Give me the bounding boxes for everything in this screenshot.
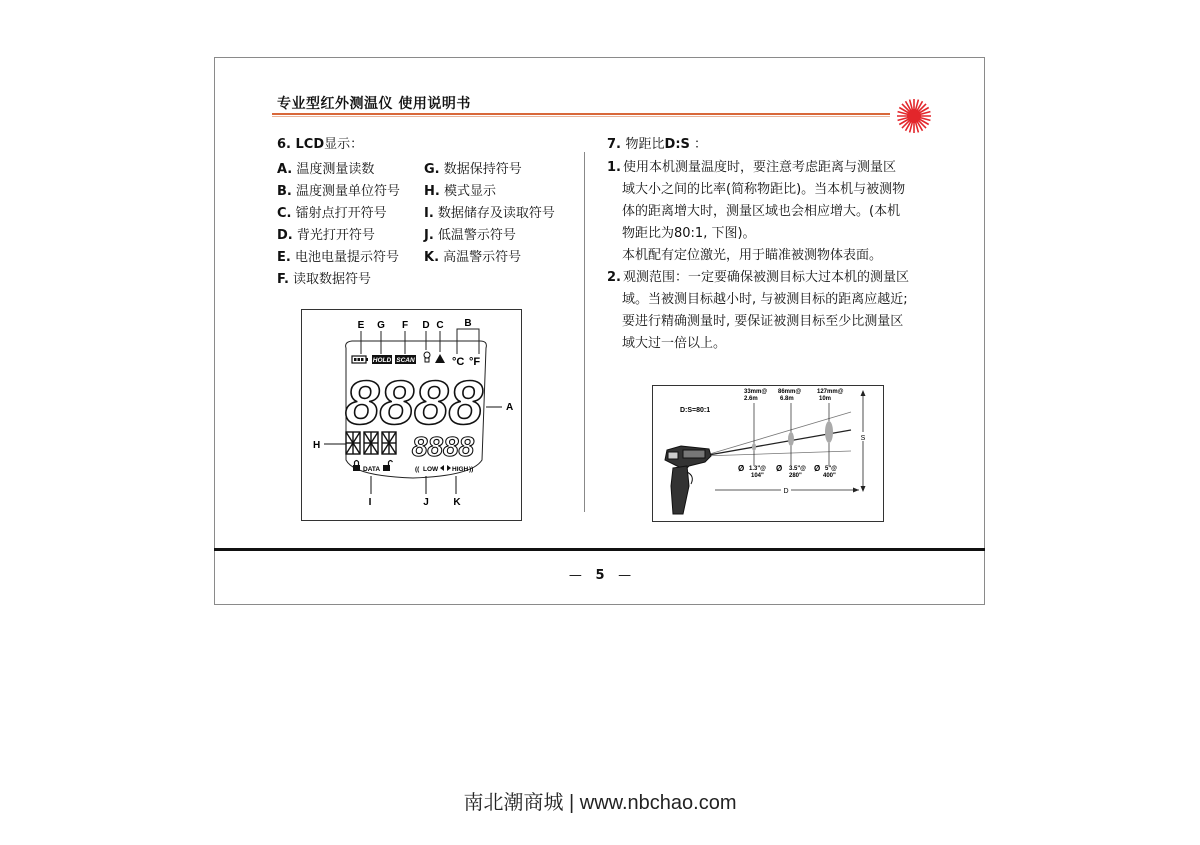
label-d: D	[422, 320, 430, 331]
svg-text:HOLD: HOLD	[372, 357, 392, 364]
unlock-icon	[383, 461, 393, 472]
unit-fahrenheit-icon: °F	[469, 356, 481, 368]
svg-text:33mm@: 33mm@	[744, 389, 768, 395]
legend-item-e: E. 电池电量提示符号	[277, 250, 399, 265]
spot-1	[752, 443, 756, 451]
label-j: J	[423, 497, 429, 508]
data-label: DATA	[363, 466, 381, 473]
dia-icon-2: Ø	[776, 464, 783, 473]
left-arrow-icon	[440, 465, 444, 471]
mode-display-segments	[346, 432, 396, 454]
backlight-icon	[424, 352, 430, 362]
svg-text:SCAN: SCAN	[396, 357, 415, 364]
svg-text:3.5"@: 3.5"@	[789, 466, 807, 472]
legend-item-g: G. 数据保持符号	[424, 162, 522, 177]
axis-s-label: S	[860, 435, 866, 442]
legend-item-c: C. 镭射点打开符号	[277, 206, 387, 221]
right-arrow-icon	[447, 465, 451, 471]
legend-item-j: J. 低温警示符号	[424, 228, 516, 243]
lock-icon	[353, 461, 360, 472]
para1-line-4: 物距比为80:1, 下图)。	[622, 226, 756, 241]
label-e: E	[357, 320, 365, 331]
legend-item-f: F. 读取数据符号	[277, 272, 372, 287]
axis-d-label: D	[783, 488, 789, 495]
para2-line-2: 域。当被测目标越小时, 与被测目标的距离应越近;	[622, 292, 908, 307]
label-h: H	[313, 440, 321, 451]
page-number: — 5 —	[568, 568, 632, 583]
secondary-reading-digits: 8888	[411, 431, 475, 462]
lcd-section-heading	[277, 133, 363, 152]
svg-text:10m: 10m	[819, 396, 832, 402]
legend-item-b: B. 温度测量单位符号	[277, 184, 401, 199]
laser-warning-icon	[435, 354, 445, 363]
svg-text:5"@: 5"@	[825, 466, 838, 472]
main-reading-digits: 8888	[345, 369, 483, 438]
svg-text:280": 280"	[789, 473, 802, 479]
spot-2	[788, 432, 794, 446]
document-title: 专业型红外测温仪 使用说明书	[277, 96, 471, 112]
para1-extra-line: 本机配有定位激光，用于瞄准被测物体表面。	[622, 248, 883, 263]
label-g: G	[377, 320, 385, 331]
low-label: LOW	[423, 466, 439, 473]
label-f: F	[401, 320, 409, 331]
svg-text:2.6m: 2.6m	[744, 396, 758, 402]
unit-celsius-icon: °C	[452, 356, 465, 368]
label-a: A	[506, 402, 514, 413]
distance-spot-diagram	[652, 385, 884, 522]
label-k: K	[453, 497, 461, 508]
laser-burst-icon	[896, 98, 932, 134]
high-alarm-icon: ))	[469, 466, 474, 473]
ds-section-heading: 7. 物距比D:S ：	[607, 137, 708, 152]
footer-rule	[214, 548, 985, 551]
bottom-leader-lines	[371, 476, 456, 494]
para1-line-3: 体的距离增大时，测量区域也会相应增大。(本机	[622, 204, 901, 219]
svg-text:1.3"@: 1.3"@	[749, 466, 767, 472]
low-alarm-icon: ((	[415, 466, 420, 473]
high-label: HIGH	[452, 466, 469, 473]
para1-line-1: 1. 使用本机测量温度时，要注意考虑距离与测量区	[607, 160, 897, 175]
title-rule-thin	[272, 116, 890, 117]
dia-icon-1: Ø	[738, 464, 745, 473]
legend-item-a: A. 温度测量读数	[277, 162, 375, 177]
legend-item-k: K. 高温警示符号	[424, 250, 522, 265]
legend-item-h: H. 模式显示	[424, 184, 496, 199]
lcd-diagram	[301, 309, 522, 521]
site-watermark: 南北潮商城 | www.nbchao.com	[463, 792, 737, 814]
dia-icon-3: Ø	[814, 464, 821, 473]
label-b: B	[464, 318, 472, 329]
svg-text:86mm@: 86mm@	[778, 389, 802, 395]
column-divider	[584, 152, 585, 512]
lcd-heading-number: 6. LCD	[277, 137, 325, 152]
ratio-label: D:S=80:1	[680, 407, 711, 414]
legend-item-i: I. 数据储存及读取符号	[424, 206, 555, 221]
label-c: C	[436, 320, 444, 331]
distance-spot-drawing	[653, 386, 883, 521]
para2-line-3: 要进行精确测量时, 要保证被测目标至少比测量区	[622, 314, 904, 329]
svg-text:400": 400"	[823, 473, 836, 479]
svg-text:6.8m: 6.8m	[780, 396, 794, 402]
ds-paragraphs	[607, 157, 937, 355]
svg-text:104": 104"	[751, 473, 764, 479]
lcd-diagram-drawing	[302, 310, 521, 520]
para2-line-1: 2. 观测范围：一定要确保被测目标大过本机的测量区	[607, 270, 910, 285]
lcd-heading-text: 显示：	[324, 137, 364, 152]
legend-item-d: D. 背光打开符号	[277, 228, 375, 243]
label-i: I	[368, 497, 372, 508]
para1-line-2: 域大小之间的比率(简称物距比)。当本机与被测物	[622, 182, 906, 197]
para2-line-4: 域大过一倍以上。	[622, 336, 727, 351]
title-rule	[272, 113, 890, 115]
spot-3	[825, 421, 833, 443]
thermometer-gun-icon	[665, 446, 711, 514]
svg-text:127mm@: 127mm@	[817, 389, 844, 395]
